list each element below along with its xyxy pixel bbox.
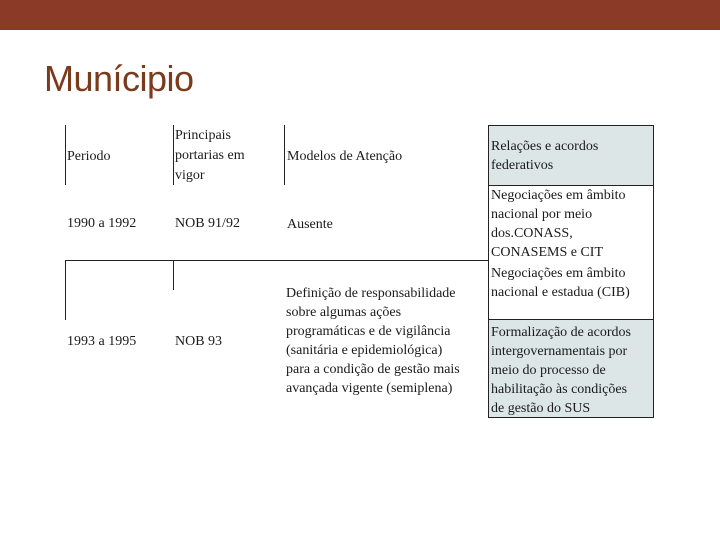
grid-line bbox=[488, 125, 654, 126]
row2-portaria: NOB 93 bbox=[175, 334, 223, 349]
row2-relacoes-b-line3: meio do processo de bbox=[491, 363, 606, 378]
grid-line bbox=[65, 125, 66, 185]
row1-periodo: 1990 a 1992 bbox=[67, 216, 137, 231]
grid-line bbox=[65, 260, 66, 320]
row2-modelo-line4: (sanitária e epidemiológica) bbox=[286, 343, 443, 358]
grid-line bbox=[65, 260, 488, 261]
row1-relacoes-line2: nacional por meio bbox=[491, 207, 593, 222]
row2-relacoes-b-line1: Formalização de acordos bbox=[491, 325, 631, 340]
row2-modelo-line1: Definição de responsabilidade bbox=[286, 286, 456, 301]
row2-relacoes-a-line2: nacional e estadua (CIB) bbox=[491, 285, 630, 300]
row1-portaria: NOB 91/92 bbox=[175, 216, 240, 231]
row2-relacoes-a-line1: Negociações em âmbito bbox=[491, 266, 626, 281]
row2-periodo: 1993 a 1995 bbox=[67, 334, 137, 349]
header-portarias-line3: vigor bbox=[175, 168, 205, 183]
row2-modelo-line5: para a condição de gestão mais bbox=[286, 362, 460, 377]
grid-line bbox=[488, 319, 654, 320]
grid-line bbox=[488, 125, 489, 417]
header-modelos: Modelos de Atenção bbox=[287, 149, 403, 164]
row1-relacoes-line3: dos.CONASS, bbox=[491, 226, 573, 241]
grid-line bbox=[284, 125, 285, 185]
row2-modelo-line2: sobre algumas ações bbox=[286, 305, 402, 320]
header-relacoes-line1: Relações e acordos bbox=[491, 139, 599, 154]
header-relacoes-line2: federativos bbox=[491, 158, 554, 173]
slide-title: Munícipio bbox=[44, 58, 194, 99]
header-portarias-line1: Principais bbox=[175, 128, 231, 143]
row2-modelo-line6: avançada vigente (semiplena) bbox=[286, 381, 453, 396]
grid-line bbox=[173, 260, 174, 290]
header-portarias-line2: portarias em bbox=[175, 148, 245, 163]
row2-relacoes-b-line4: habilitação às condições bbox=[491, 382, 628, 397]
row1-relacoes-line1: Negociações em âmbito bbox=[491, 188, 626, 203]
row1-modelo: Ausente bbox=[287, 217, 333, 232]
grid-line bbox=[653, 125, 654, 417]
row2-relacoes-b-line5: de gestão do SUS bbox=[491, 401, 591, 416]
grid-line bbox=[173, 125, 174, 185]
row2-relacoes-b-line2: intergovernamentais por bbox=[491, 344, 628, 359]
row2-modelo-line3: programáticas e de vigilância bbox=[286, 324, 451, 339]
header-periodo: Periodo bbox=[67, 149, 111, 164]
row1-relacoes-line4: CONASEMS e CIT bbox=[491, 245, 604, 260]
